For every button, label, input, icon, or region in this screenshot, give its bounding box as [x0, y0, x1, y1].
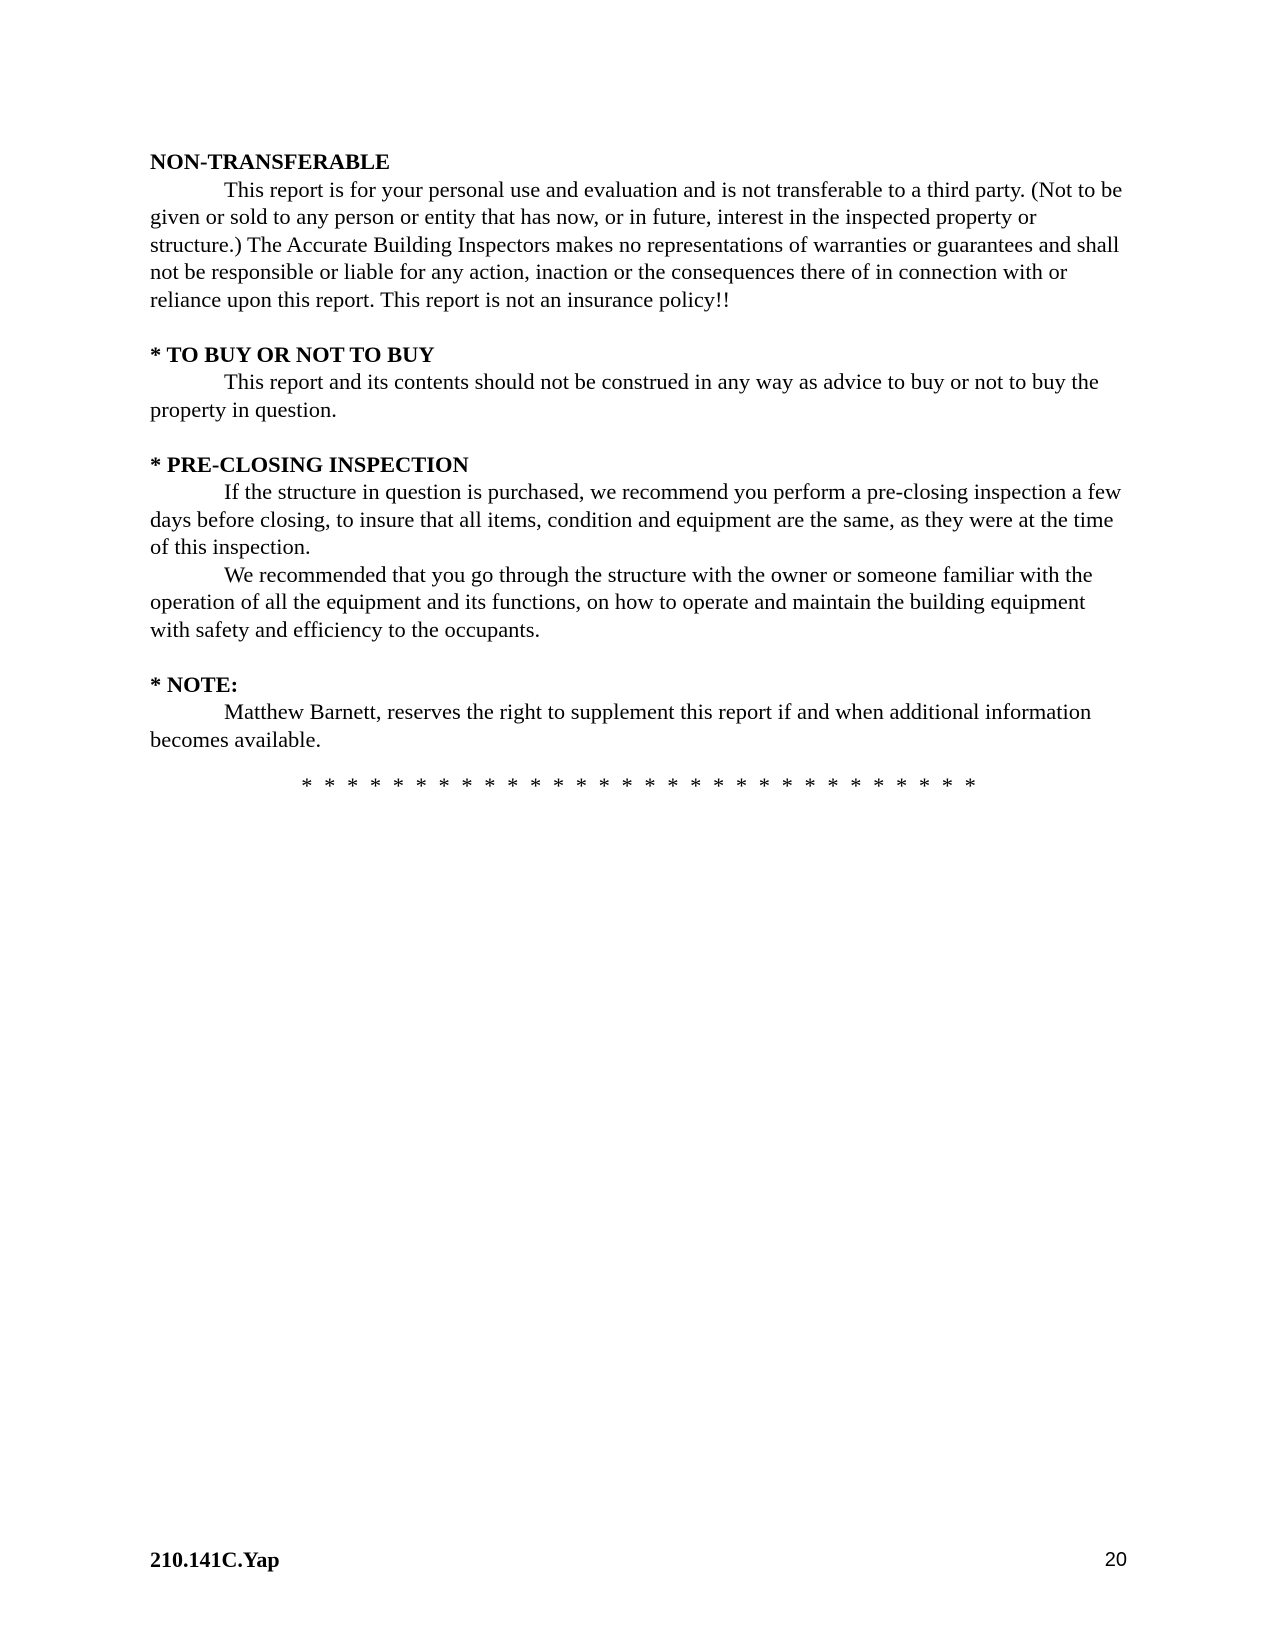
section-heading: * TO BUY OR NOT TO BUY	[150, 341, 435, 367]
footer-report-id: 210.141C.Yap	[150, 1547, 280, 1572]
section-heading: * NOTE:	[150, 671, 239, 697]
section-heading: * PRE-CLOSING INSPECTION	[150, 451, 469, 477]
section-heading: NON-TRANSFERABLE	[150, 149, 391, 174]
section-pre-closing-inspection	[150, 451, 1130, 644]
section-paragraph: We recommended that you go through the structure with the owner or someone familiar with the operation of all the equipment and its functions, on how to operate and maintain the building equipment with safety and efficiency to the occupants.	[150, 561, 1093, 642]
asterisk-divider: * * * * * * * * * * * * * * * * * * * * * * * * * * * * * *	[301, 773, 979, 798]
footer-page-number: 20	[1104, 1549, 1127, 1571]
section-note	[150, 671, 1130, 754]
document-body	[150, 148, 1130, 800]
section-paragraph: This report and its contents should not be construed in any way as advice to buy or not to buy the property in question.	[150, 369, 1099, 422]
section-paragraph: If the structure in question is purchased, we recommend you perform a pre-closing inspection a few days before closing, to insure that all items, condition and equipment are the same, as they were at the time of this inspection.	[150, 479, 1122, 559]
section-paragraph: Matthew Barnett, reserves the right to supplement this report if and when additional information becomes available.	[150, 699, 1092, 752]
section-paragraph: This report is for your personal use and evaluation and is not transferable to a third party. (Not to be given or sold to any person or entity that has now, or in future, interest in the inspected property or structure.) The Accurate Building Inspectors makes no representations of warranties or guarantees and shall not be responsible or liable for any action, inaction or the consequences there of in connection with or reliance upon this report. This report is not an insurance policy!!	[150, 176, 1123, 312]
section-non-transferable	[150, 148, 1130, 313]
section-to-buy-or-not	[150, 341, 1130, 424]
